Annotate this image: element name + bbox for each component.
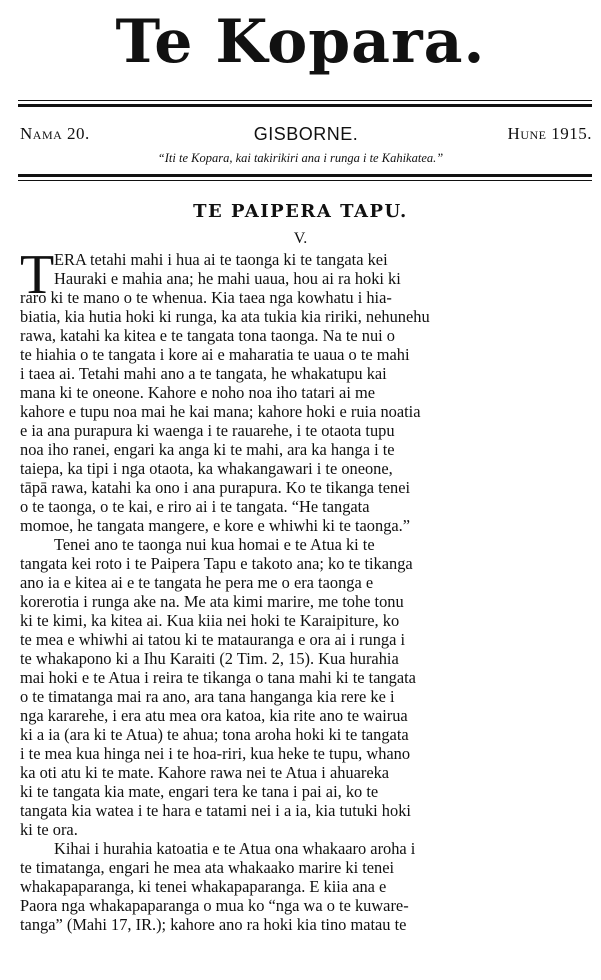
- article-line: Kihai i hurahia katoatia e te Atua ona whakaaro aroha i: [54, 839, 416, 858]
- article-line: ki a ia (ara ki te Atua) te ahua; tona aroha hoki ki te tangata: [20, 725, 409, 744]
- masthead-rule-top-thin: [18, 100, 592, 101]
- article-line: momoe, he tangata mangere, e kore e whiwhi ki te taonga.”: [20, 516, 411, 535]
- article-line: Paora nga whakapaparanga o mua ko “nga wa o te kuware-: [20, 896, 409, 915]
- article-line: ki te tangata kia mate, engari tera ke tana i pai ai, ko te: [20, 782, 379, 801]
- article-line: tangata kei roto i te Paipera Tapu e takoto ana; ko te tikanga: [20, 554, 413, 573]
- drop-cap: T: [20, 244, 55, 306]
- article-title: TE PAIPERA TAPU.: [193, 201, 408, 222]
- masthead-rule-top-thick: [18, 104, 592, 107]
- issue-number: Nama 20.: [20, 124, 90, 143]
- article-section-numeral: V.: [293, 230, 308, 247]
- issue-date: Hune 1915.: [507, 124, 592, 143]
- article-line: rawa, katahi ka kitea e te tangata tona taonga. Na te nui o: [20, 326, 395, 345]
- masthead-motto: “Iti te Kopara, kai takirikiri ana i runga i te Kahikatea.”: [157, 151, 444, 165]
- article-line: tāpā rawa, katahi ka ono i ana purapura. Ko te tikanga tenei: [20, 478, 411, 497]
- article-line: kahore e tupu noa mai he kai mana; kahore hoki e ruia noatia: [20, 402, 421, 421]
- article-line: ka oti atu ki te mate. Kahore rawa nei te Atua i ahuareka: [20, 763, 390, 782]
- article-line: whakapaparanga, ki tenei whakapaparanga. E kiia ana e: [20, 877, 387, 896]
- article-line: e ia ana purapura ki waenga i te rauarehe, i te otaota tupu: [20, 421, 395, 440]
- article-line: raro ki te mano o te whenua. Kia taea nga kowhatu i hia-: [20, 288, 392, 307]
- masthead-rule-bottom-thin: [18, 180, 592, 181]
- article-line: mai hoki e te Atua i reira te tikanga o tana mahi ki te tangata: [20, 668, 416, 687]
- article-line: korerotia i runga ake na. Me ata kimi marire, me tohe tonu: [20, 592, 404, 611]
- article-line: nga kararehe, i era atu mea ora katoa, kia rite ano te wairua: [20, 706, 408, 725]
- article-line: te whakapono ki a Ihu Karaiti (2 Tim. 2, 15). Kua hurahia: [20, 649, 399, 668]
- article-line: noa iho ranei, engari ka anga ki te mahi, ara ka hanga i te: [20, 440, 395, 459]
- article-line: ERA tetahi mahi i hua ai te taonga ki te tangata kei: [54, 250, 388, 269]
- article-line: Tenei ano te taonga nui kua homai e te Atua ki te: [54, 535, 375, 554]
- masthead-rule-bottom-thick: [18, 174, 592, 177]
- article-line: o te timatanga mai ra ano, ara tana hanganga kia rere ke i: [20, 687, 395, 706]
- issue-place: GISBORNE.: [253, 124, 359, 144]
- article-line: te hiahia o te tangata i kore ai e maharatia te uaua o te mahi: [20, 345, 410, 364]
- article-line: Hauraki e mahia ana; he mahi uaua, hou ai ra hoki ki: [54, 269, 401, 288]
- article-line: biatia, kia hutia hoki ki runga, ka ata tukia kia ririki, nehunehu: [20, 307, 430, 326]
- article-line: te timatanga, engari he mea ata whakaako marire ki tenei: [20, 858, 395, 877]
- article-line: ano ia e kitea ai e te tangata he pera me o era taonga e: [20, 573, 374, 592]
- issue-info-row: [20, 122, 592, 146]
- article-line: te mea e whiwhi ai tatou ki te matauranga e ora ai i runga i: [20, 630, 406, 649]
- article-line: i te mea kua hinga nei i te hoa-riri, kua heke te tupu, whano: [20, 744, 411, 763]
- article-line: i taea ai. Tetahi mahi ano a te tangata, he whakatupu kai: [20, 364, 387, 383]
- article-line: taiepa, ka tipi i nga otaota, ka whakangawari i te oneone,: [20, 459, 393, 478]
- article-line: tanga” (Mahi 17, IR.); kahore ano ra hoki kia tino matau te: [20, 915, 407, 934]
- article-line: ki te kimi, ka kitea ai. Kua kiia nei hoki te Karaipiture, ko: [20, 611, 400, 630]
- article-line: o te taonga, o te kai, e riro ai i te tangata. “He tangata: [20, 497, 370, 516]
- article-line: tangata kia watea i te hara e tatami nei i a ia, kia tutuki hoki: [20, 801, 411, 820]
- masthead-title: Te Kopara.: [115, 7, 486, 77]
- article-body: [20, 244, 592, 934]
- article-line: ki te ora.: [20, 820, 78, 839]
- article-line: mana ki te oneone. Kahore e noho noa iho tatari ai me: [20, 383, 375, 402]
